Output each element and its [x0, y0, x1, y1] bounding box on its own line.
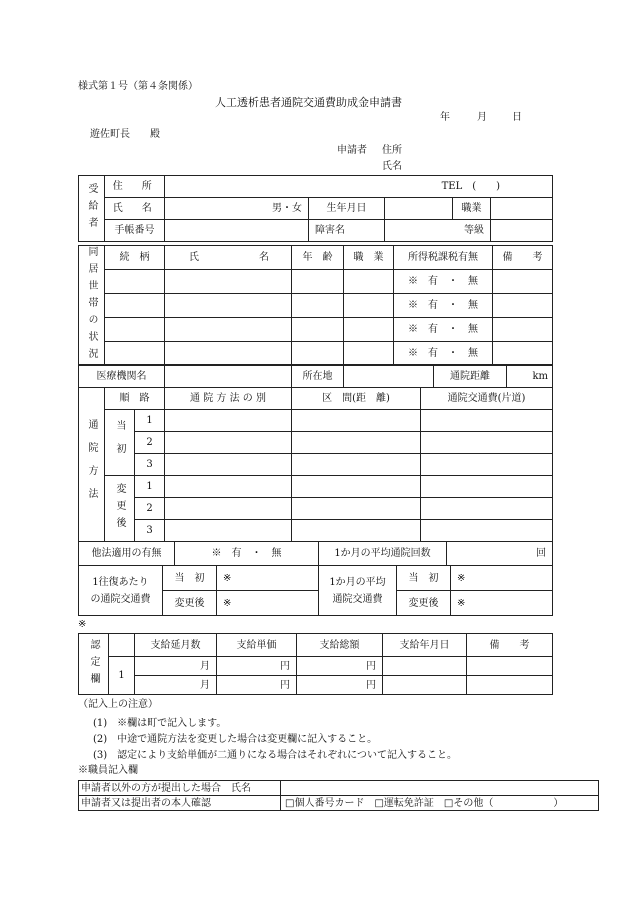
remarks-field[interactable] — [493, 294, 553, 318]
route-no: 3 — [135, 454, 165, 476]
col-tax: 所得税課税有無 — [394, 246, 493, 270]
applicant-label: 申請者 — [337, 145, 367, 156]
col-job: 職 業 — [344, 246, 394, 270]
household-side-label: 同居世帯の状況 — [79, 246, 105, 366]
remarks-field[interactable] — [493, 269, 553, 294]
applicant-name-label: 氏名 — [382, 161, 402, 172]
approval-table — [78, 633, 553, 695]
date-field[interactable] — [383, 657, 467, 676]
route-no: 3 — [135, 520, 165, 542]
method-field[interactable] — [165, 498, 292, 520]
method-field[interactable] — [165, 520, 292, 542]
remarks-field[interactable] — [493, 317, 553, 342]
tax-option[interactable]: ※ 有 ・ 無 — [394, 317, 493, 342]
kome-mark: ※ — [78, 619, 87, 630]
addressee: 遊佐町長 殿 — [90, 129, 160, 140]
col-section: 区 間(距 離) — [292, 388, 421, 410]
route-table — [78, 387, 553, 542]
col-unit-price: 支給単価 — [217, 634, 297, 657]
disability-label: 障害名 — [309, 220, 385, 242]
birthdate-field[interactable] — [385, 198, 453, 220]
other-law-option[interactable]: ※ 有 ・ 無 — [175, 542, 319, 566]
name-field[interactable] — [165, 294, 292, 318]
name-field[interactable] — [165, 342, 292, 366]
fare-field[interactable] — [421, 410, 553, 432]
tax-option[interactable]: ※ 有 ・ 無 — [394, 294, 493, 318]
monthly-initial-field[interactable]: ※ — [451, 566, 553, 591]
location-label: 所在地 — [292, 365, 344, 388]
section-field[interactable] — [292, 520, 421, 542]
total-field[interactable]: 円 — [297, 657, 383, 676]
approval-row-no: 1 — [109, 657, 135, 695]
col-relation: 続 柄 — [105, 246, 165, 270]
section-field[interactable] — [292, 410, 421, 432]
age-field[interactable] — [292, 342, 344, 366]
distance-unit[interactable]: km — [507, 365, 553, 388]
fare-field[interactable] — [421, 432, 553, 454]
round-trip-label-1: 1往復あたり — [92, 576, 149, 588]
other-law-table — [78, 541, 553, 566]
age-field[interactable] — [292, 294, 344, 318]
grade-label: 等級 — [385, 220, 491, 242]
relation-field[interactable] — [105, 342, 165, 366]
job-field[interactable] — [344, 342, 394, 366]
fare-field[interactable] — [421, 454, 553, 476]
method-field[interactable] — [165, 454, 292, 476]
col-method: 通 院 方 法 の 別 — [165, 388, 292, 410]
date-year: 年 — [440, 112, 450, 123]
facility-label: 医療機関名 — [79, 365, 165, 388]
household-row — [79, 317, 553, 342]
household-row — [79, 294, 553, 318]
monthly-label-2: 通院交通費 — [332, 593, 383, 605]
route-no: 2 — [135, 432, 165, 454]
form-title: 人工透析患者通院交通費助成金申請書 — [215, 96, 402, 109]
age-field[interactable] — [292, 317, 344, 342]
col-name-b: 名 — [259, 251, 269, 263]
col-date: 支給年月日 — [383, 634, 467, 657]
date-field[interactable] — [383, 676, 467, 695]
date-day: 日 — [512, 112, 522, 123]
note-item: (3) 認定により支給単価が二通りになる場合はそれぞれについて記入すること。 — [93, 750, 457, 761]
facility-field[interactable] — [165, 365, 292, 388]
submitter-name-field[interactable] — [281, 781, 599, 796]
fare-initial-field[interactable]: ※ — [217, 566, 319, 591]
method-field[interactable] — [165, 476, 292, 498]
approval-corner — [109, 634, 135, 657]
household-row — [79, 269, 553, 294]
recipient-name-label: 氏 名 — [105, 198, 165, 220]
monthly-changed-field[interactable]: ※ — [451, 591, 553, 616]
col-remarks: 備 考 — [493, 246, 553, 270]
fare-changed-label: 変更後 — [163, 591, 217, 616]
avg-visits-label: 1か月の平均通院回数 — [319, 542, 447, 566]
route-side-label: 通院方法 — [79, 388, 105, 542]
medical-table — [78, 364, 553, 388]
unit-price-field[interactable]: 円 — [217, 676, 297, 695]
other-law-label: 他法適用の有無 — [79, 542, 175, 566]
approval-remarks-field[interactable] — [467, 657, 553, 676]
relation-field[interactable] — [105, 269, 165, 294]
fare-field[interactable] — [421, 520, 553, 542]
method-field[interactable] — [165, 410, 292, 432]
months-field[interactable]: 月 — [135, 657, 217, 676]
method-field[interactable] — [165, 432, 292, 454]
identity-check-label: 申請者又は提出者の本人確認 — [79, 796, 281, 811]
staff-table — [78, 780, 599, 811]
location-field[interactable] — [344, 365, 434, 388]
col-total: 支給総額 — [297, 634, 383, 657]
col-approval-remarks: 備 考 — [467, 634, 553, 657]
tax-option[interactable]: ※ 有 ・ 無 — [394, 342, 493, 366]
notes-heading: （記入上の注意） — [78, 699, 158, 710]
round-trip-label-2: の通院交通費 — [90, 593, 151, 605]
job-field[interactable] — [344, 294, 394, 318]
avg-visits-unit[interactable]: 回 — [447, 542, 553, 566]
occupation-label: 職業 — [453, 198, 491, 220]
form-number: 様式第１号（第４条関係） — [78, 81, 198, 92]
job-field[interactable] — [344, 317, 394, 342]
fare-field[interactable] — [421, 498, 553, 520]
name-field[interactable] — [165, 269, 292, 294]
section-field[interactable] — [292, 476, 421, 498]
col-age: 年 齢 — [292, 246, 344, 270]
gender-field[interactable]: 男・女 — [165, 198, 309, 220]
monthly-label-1: 1か月の平均 — [329, 576, 386, 588]
name-field[interactable] — [165, 317, 292, 342]
col-name — [165, 246, 292, 270]
route-no: 1 — [135, 476, 165, 498]
identity-check-options[interactable]: □個人番号カード □運転免許証 □その他（ ） — [281, 796, 599, 811]
fare-field[interactable] — [421, 476, 553, 498]
staff-heading: ※職員記入欄 — [78, 765, 138, 776]
relation-field[interactable] — [105, 317, 165, 342]
age-field[interactable] — [292, 269, 344, 294]
fare-changed-field[interactable]: ※ — [217, 591, 319, 616]
route-no: 2 — [135, 498, 165, 520]
col-months: 支給延月数 — [135, 634, 217, 657]
submitter-label: 申請者以外の方が提出した場合 氏名 — [79, 781, 281, 796]
monthly-changed-label: 変更後 — [397, 591, 451, 616]
route-no: 1 — [135, 410, 165, 432]
fares-table — [78, 565, 553, 616]
changed-label: 変更後 — [105, 476, 135, 542]
section-field[interactable] — [292, 498, 421, 520]
section-field[interactable] — [292, 432, 421, 454]
household-row — [79, 342, 553, 366]
col-name-a: 氏 — [189, 251, 199, 263]
tax-option[interactable]: ※ 有 ・ 無 — [394, 269, 493, 294]
occupation-field[interactable] — [491, 198, 553, 220]
recipient-address-label: 住 所 — [105, 176, 165, 198]
col-order: 順 路 — [105, 388, 165, 410]
birthdate-label: 生年月日 — [309, 198, 385, 220]
total-field[interactable]: 円 — [297, 676, 383, 695]
job-field[interactable] — [344, 269, 394, 294]
monthly-initial-label: 当 初 — [397, 566, 451, 591]
date-month: 月 — [477, 112, 487, 123]
fare-initial-label: 当 初 — [163, 566, 217, 591]
col-fare: 通院交通費(片道) — [421, 388, 553, 410]
section-field[interactable] — [292, 454, 421, 476]
applicant-address-label: 住所 — [382, 145, 402, 156]
monthly-label — [319, 566, 397, 616]
recipient-side-label: 受給者 — [79, 176, 105, 242]
approval-side-label: 認定欄 — [79, 634, 109, 695]
recipient-table — [78, 175, 553, 242]
note-item: (2) 中途で通院方法を変更した場合は変更欄に記入すること。 — [93, 734, 378, 745]
household-table — [78, 245, 553, 366]
tel-field[interactable]: TEL ( ) — [165, 176, 553, 198]
round-trip-label — [79, 566, 163, 616]
note-item: (1) ※欄は町で記入します。 — [93, 718, 227, 729]
months-field[interactable]: 月 — [135, 676, 217, 695]
distance-label: 通院距離 — [434, 365, 507, 388]
grade-field[interactable] — [491, 220, 553, 242]
notebook-field[interactable] — [165, 220, 309, 242]
approval-remarks-field[interactable] — [467, 676, 553, 695]
relation-field[interactable] — [105, 294, 165, 318]
initial-label: 当初 — [105, 410, 135, 476]
unit-price-field[interactable]: 円 — [217, 657, 297, 676]
notebook-label: 手帳番号 — [105, 220, 165, 242]
remarks-field[interactable] — [493, 342, 553, 366]
